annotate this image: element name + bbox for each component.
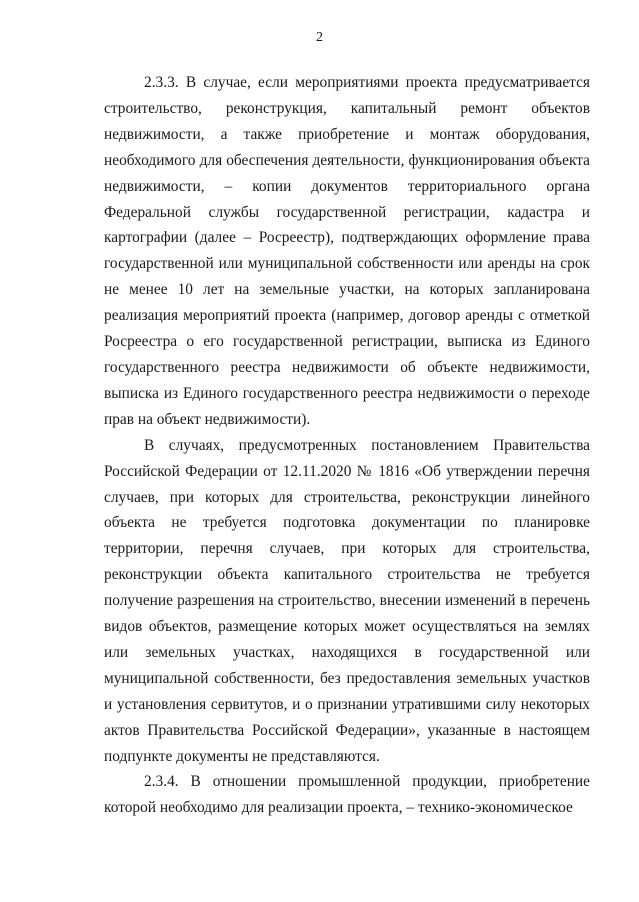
paragraph-2-3-3: 2.3.3. В случае, если мероприятиями проекта предусматривается строительство, реконструкция, капитальный ремонт объектов недвижимости, а также приобретение и монтаж оборудования, необходимого для обеспечения деятельности, функционирования объекта недвижимости, – копии документов территориального органа Федеральной службы государственной регистрации, кадастра и картографии (далее – Росреестр), подтверждающих оформление права государственной или муниципальной собственности или аренды на срок не менее 10 лет на земельные участки, на которых запланирована реализация мероприятий проекта (например, договор аренды с отметкой Росреестра о его государственной регистрации, выписка из Единого государственного реестра недвижимости об объекте недвижимости, выписка из Единого государственного реестра недвижимости о переходе прав на объект недвижимости). bbox=[104, 74, 590, 428]
document-body bbox=[104, 70, 590, 821]
paragraph-exceptions: В случаях, предусмотренных постановлением Правительства Российской Федерации от 12.11.2020 № 1816 «Об утверждении перечня случаев, при которых для строительства, реконструкции линейного объекта не требуется подготовка документации по планировке территории, перечня случаев, при которых для строительства, реконструкции объекта капитального строительства не требуется получение разрешения на строительство, внесении изменений в перечень видов объектов, размещение которых может осуществляться на землях или земельных участках, находящихся в государственной или муниципальной собственности, без предоставления земельных участков и установления сервитутов, и о признании утратившими силу некоторых актов Правительства Российской Федерации», указанные в настоящем подпункте документы не представляются. bbox=[104, 436, 590, 765]
paragraph-2-3-4: 2.3.4. В отношении промышленной продукции, приобретение которой необходимо для реализации проекта, – технико-экономическое bbox=[104, 773, 590, 817]
page-number: 2 bbox=[316, 30, 323, 45]
